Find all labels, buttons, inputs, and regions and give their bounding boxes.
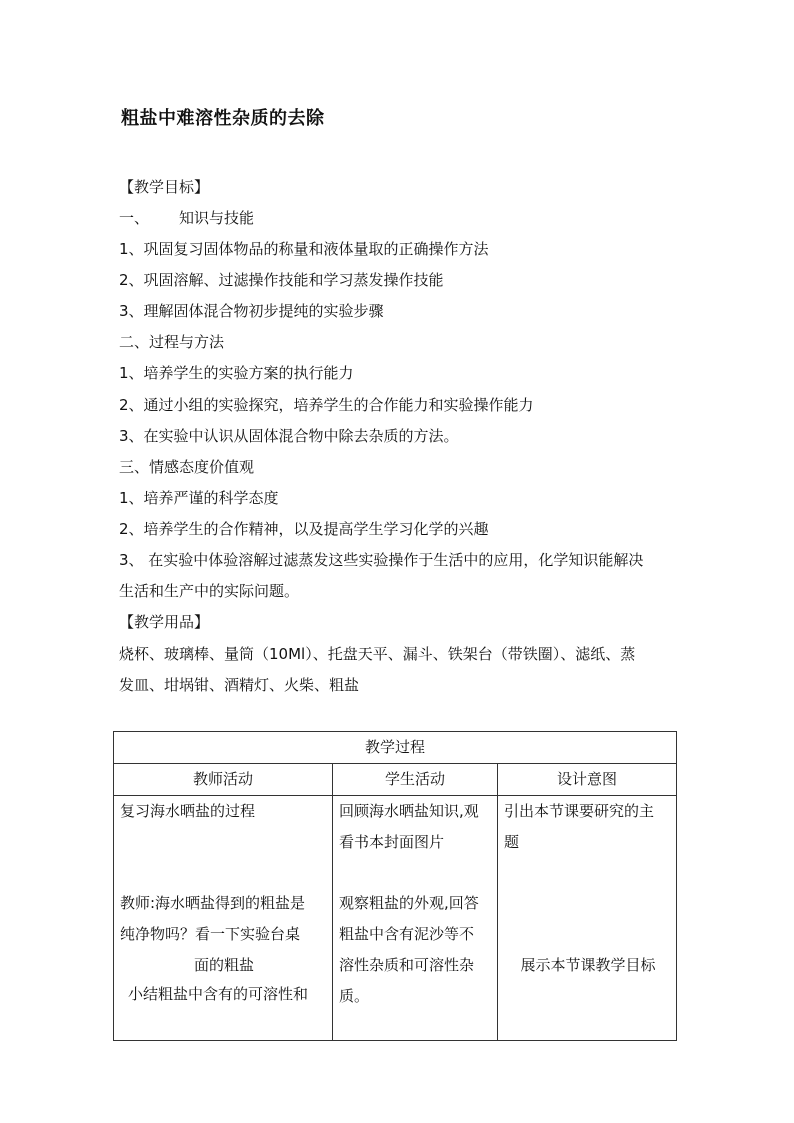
intent-line: 题 <box>504 833 520 851</box>
teaching-process-table <box>113 731 677 1041</box>
section2-item: 3、在实验中认识从固体混合物中除去杂质的方法。 <box>119 427 459 445</box>
section3-heading: 三、情感态度价值观 <box>119 458 255 476</box>
intent-line: 引出本节课要研究的主 <box>504 802 655 820</box>
column-header-teacher: 教师活动 <box>114 764 333 796</box>
section1-item: 3、理解固体混合物初步提纯的实验步骤 <box>119 302 384 320</box>
teacher-line: 教师:海水晒盐得到的粗盐是 <box>120 894 306 912</box>
section1-number: 一、 <box>119 209 150 227</box>
section3-item: 2、培养学生的合作精神，以及提高学生学习化学的兴趣 <box>119 520 489 538</box>
teacher-line: 纯净物吗？看一下实验台桌 <box>120 925 301 943</box>
column-header-intent: 设计意图 <box>498 764 677 796</box>
student-line: 溶性杂质和可溶性杂 <box>339 956 475 974</box>
teacher-line: 面的粗盐 <box>193 956 254 974</box>
teacher-line: 小结粗盐中含有的可溶性和 <box>128 985 309 1003</box>
supplies-heading: 【教学用品】 <box>119 613 210 631</box>
section3-item: 1、培养严谨的科学态度 <box>119 489 279 507</box>
student-line: 观察粗盐的外观,回答 <box>339 894 479 912</box>
table-caption: 教学过程 <box>114 732 677 764</box>
page-title: 粗盐中难溶性杂质的去除 <box>121 108 325 129</box>
section1-item: 2、巩固溶解、过滤操作技能和学习蒸发操作技能 <box>119 271 444 289</box>
section3-item: 3、 在实验中体验溶解过滤蒸发这些实验操作于生活中的应用，化学知识能解决 <box>119 551 644 569</box>
student-line: 质。 <box>339 987 370 1005</box>
section2-item: 2、通过小组的实验探究，培养学生的合作能力和实验操作能力 <box>119 396 534 414</box>
teacher-line: 复习海水晒盐的过程 <box>120 802 256 820</box>
student-line: 粗盐中含有泥沙等不 <box>339 925 475 943</box>
student-activity-cell <box>333 796 498 1041</box>
supplies-line: 烧杯、玻璃棒、量筒（10Ml）、托盘天平、漏斗、铁架台（带铁圈）、滤纸、蒸 <box>119 645 636 663</box>
supplies-line-continuation: 发皿、坩埚钳、酒精灯、火柴、粗盐 <box>119 676 360 694</box>
section3-item-continuation: 生活和生产中的实际问题。 <box>119 582 300 600</box>
section1-title: 知识与技能 <box>179 209 255 227</box>
column-header-student: 学生活动 <box>333 764 498 796</box>
objectives-heading: 【教学目标】 <box>119 178 210 196</box>
section1-item: 1、巩固复习固体物品的称量和液体量取的正确操作方法 <box>119 240 489 258</box>
section1-heading <box>119 207 254 228</box>
student-line: 回顾海水晒盐知识,观 <box>339 802 479 820</box>
design-intent-cell <box>498 796 677 1041</box>
section2-item: 1、培养学生的实验方案的执行能力 <box>119 364 354 382</box>
student-line: 看书本封面图片 <box>339 833 445 851</box>
teacher-activity-cell <box>114 796 333 1041</box>
intent-line: 展示本节课教学目标 <box>520 956 656 974</box>
section2-heading: 二、过程与方法 <box>119 333 225 351</box>
